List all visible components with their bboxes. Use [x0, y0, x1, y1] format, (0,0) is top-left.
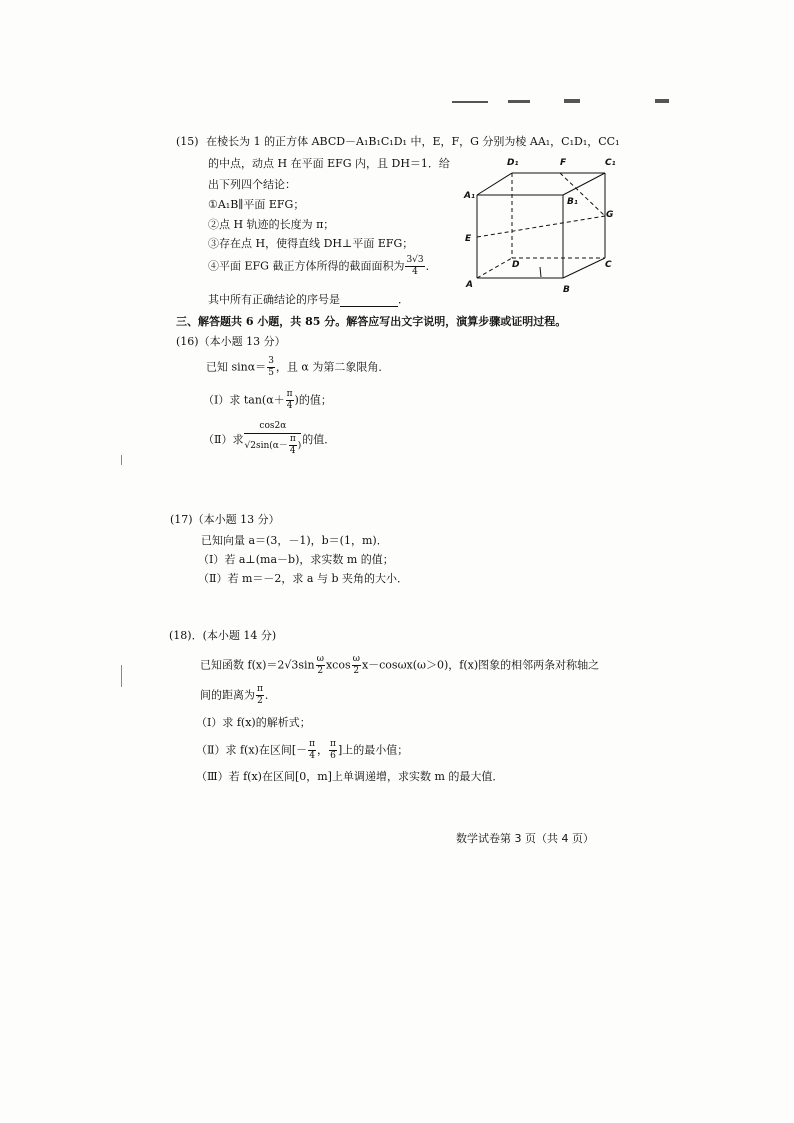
q18-part-3: （Ⅲ）若 f(x)在区间[0，m]上单调递增，求实数 m 的最大值．: [196, 770, 504, 783]
scan-noise: [121, 455, 122, 465]
q15-intro-line3: 出下列四个结论：: [208, 178, 296, 191]
q18-header: (18)．(本小题 14 分): [169, 629, 277, 642]
label-F: F: [560, 158, 567, 168]
q16-sin-num: 3: [268, 356, 274, 366]
scan-noise: [508, 100, 530, 103]
q16-part-1: [203, 390, 332, 411]
answer-blank: [340, 296, 398, 307]
q15-ask-text: 其中所有正确结论的序号是: [208, 293, 340, 306]
q18-part-1: （Ⅰ）求 f(x)的解析式；: [196, 716, 311, 729]
q17-part-1: （Ⅰ）若 a⊥(ma－b)，求实数 m 的值；: [198, 553, 394, 566]
q18-given-a: 已知函数 f(x)＝2√3sin: [200, 658, 315, 672]
q16-given: [206, 357, 389, 378]
label-A1: A₁: [464, 191, 475, 201]
q15-intro-line2: 的中点，动点 H 在平面 EFG 内，且 DH＝1．给: [208, 157, 450, 170]
section-heading: 三、解答题共 6 小题，共 85 分。解答应写出文字说明，演算步骤或证明过程。: [176, 315, 567, 328]
q16-p2-fraction: [244, 422, 301, 456]
q16-p1-num: π: [286, 389, 293, 399]
q18-p2-fraction-b: [329, 740, 337, 761]
q18-omega1-num: ω: [316, 654, 324, 664]
q16-given-prefix: 已知 sinα＝: [206, 360, 267, 374]
scan-noise: [655, 99, 669, 103]
q18-given-line2: [200, 685, 276, 706]
label-C1: C₁: [605, 158, 616, 168]
q18-part-2: [196, 740, 408, 761]
q15-item4-prefix: ④平面 EFG 截正方体所得的截面面积为: [208, 259, 405, 273]
q18-p2-b-num: π: [330, 739, 336, 749]
q16-p1-den: 4: [286, 401, 293, 411]
q18-omega-fraction-1: [316, 655, 325, 676]
q17-header: (17)（本小题 13 分）: [170, 513, 280, 526]
q16-given-suffix: ，且 α 为第二象限角．: [275, 360, 390, 374]
q16-p1-suffix: )的值；: [294, 393, 332, 407]
cube-hidden-edge: [477, 258, 512, 278]
q18-p2-fraction-a: [308, 740, 316, 761]
label-D1: D₁: [507, 158, 519, 168]
q16-sin-fraction: [267, 357, 275, 378]
q15-item-4: [208, 256, 437, 277]
q15-item-1: ①A₁B∥平面 EFG；: [208, 198, 305, 211]
q16-p2-den-prefix: √2sin(α－: [244, 441, 288, 451]
q16-p2-num: cos2α: [244, 422, 301, 434]
q18-omega-fraction-2: [352, 655, 361, 676]
cube-edge: [477, 173, 512, 195]
q18-p2-a-den: 4: [309, 751, 315, 761]
q18-p2-suffix: ]上的最小值；: [337, 743, 409, 757]
q16-p2-den-den: 4: [289, 446, 296, 456]
scan-noise: [452, 101, 488, 103]
scan-noise: [121, 665, 122, 687]
label-C: C: [605, 260, 612, 270]
q18-p2-b-den: 6: [330, 751, 336, 761]
q15-area-den: 4: [412, 267, 418, 277]
q18-p2-a-num: π: [309, 739, 316, 749]
q18-dist-den: 2: [257, 696, 263, 706]
q17-given: 已知向量 a＝(3，－1)，b＝(1，m)．: [201, 534, 388, 547]
q18-given-e: ．: [264, 688, 276, 702]
q15-item-2: ②点 H 轨迹的长度为 π；: [208, 218, 335, 231]
q16-sin-den: 5: [268, 368, 274, 378]
cube-edge: [563, 258, 605, 278]
q16-p2-suffix: 的值．: [302, 433, 336, 446]
q15-item-3: ③存在点 H，使得直线 DH⊥平面 EFG；: [208, 237, 414, 250]
scan-noise: [564, 99, 580, 103]
q18-given: [200, 655, 599, 676]
label-A: A: [466, 280, 473, 290]
q15-area-fraction: [405, 256, 424, 277]
q16-header: (16)（本小题 13 分）: [176, 335, 286, 348]
q18-omega2-num: ω: [352, 654, 360, 664]
q15-item4-suffix: ．: [425, 259, 437, 273]
q15-area-num: 3√3: [406, 255, 424, 265]
q15-number: (15): [176, 135, 199, 148]
q16-p2-den-fraction: [289, 435, 297, 456]
q16-p1-fraction: [286, 390, 294, 411]
q18-dist-num: π: [257, 684, 263, 694]
q16-p2-den: [244, 434, 301, 456]
cube-figure: [460, 155, 620, 297]
label-D: D: [512, 260, 520, 270]
scan-mark: [540, 267, 541, 277]
label-E: E: [465, 234, 472, 244]
q16-p1-prefix: （Ⅰ）求 tan(α＋: [203, 393, 285, 407]
q18-omega2-den: 2: [353, 666, 360, 676]
q16-part-2: [203, 422, 335, 456]
q18-distance-fraction: [256, 685, 264, 706]
q15-intro-line1: 在棱长为 1 的正方体 ABCD－A₁B₁C₁D₁ 中，E，F，G 分别为棱 AA₁，C₁D₁，CC₁: [206, 135, 620, 148]
label-B1: B₁: [567, 197, 578, 207]
q18-omega1-den: 2: [317, 666, 324, 676]
q18-p2-mid: ，: [317, 743, 329, 757]
q16-p2-den-num: π: [289, 434, 296, 444]
cube-edge: [563, 173, 605, 195]
label-B: B: [563, 285, 570, 295]
section-line: [477, 216, 605, 237]
q17-part-2: （Ⅱ）若 m＝－2，求 a 与 b 夹角的大小．: [198, 572, 408, 585]
q18-given-d: 间的距离为: [200, 688, 255, 702]
label-G: G: [606, 210, 614, 220]
q15-ask: [208, 291, 409, 307]
q18-given-b: xcos: [325, 658, 351, 672]
section-line: [560, 173, 605, 216]
q16-p2-den-suffix: ): [297, 441, 302, 451]
page-footer: 数学试卷第 3 页（共 4 页）: [456, 832, 594, 845]
q18-p2-prefix: （Ⅱ）求 f(x)在区间[－: [196, 743, 308, 757]
q16-p2-prefix: （Ⅱ）求: [203, 433, 244, 446]
q18-given-c: x－cosωx(ω＞0)，f(x)图象的相邻两条对称轴之: [361, 658, 600, 672]
q15-ask-end: ．: [398, 293, 409, 306]
